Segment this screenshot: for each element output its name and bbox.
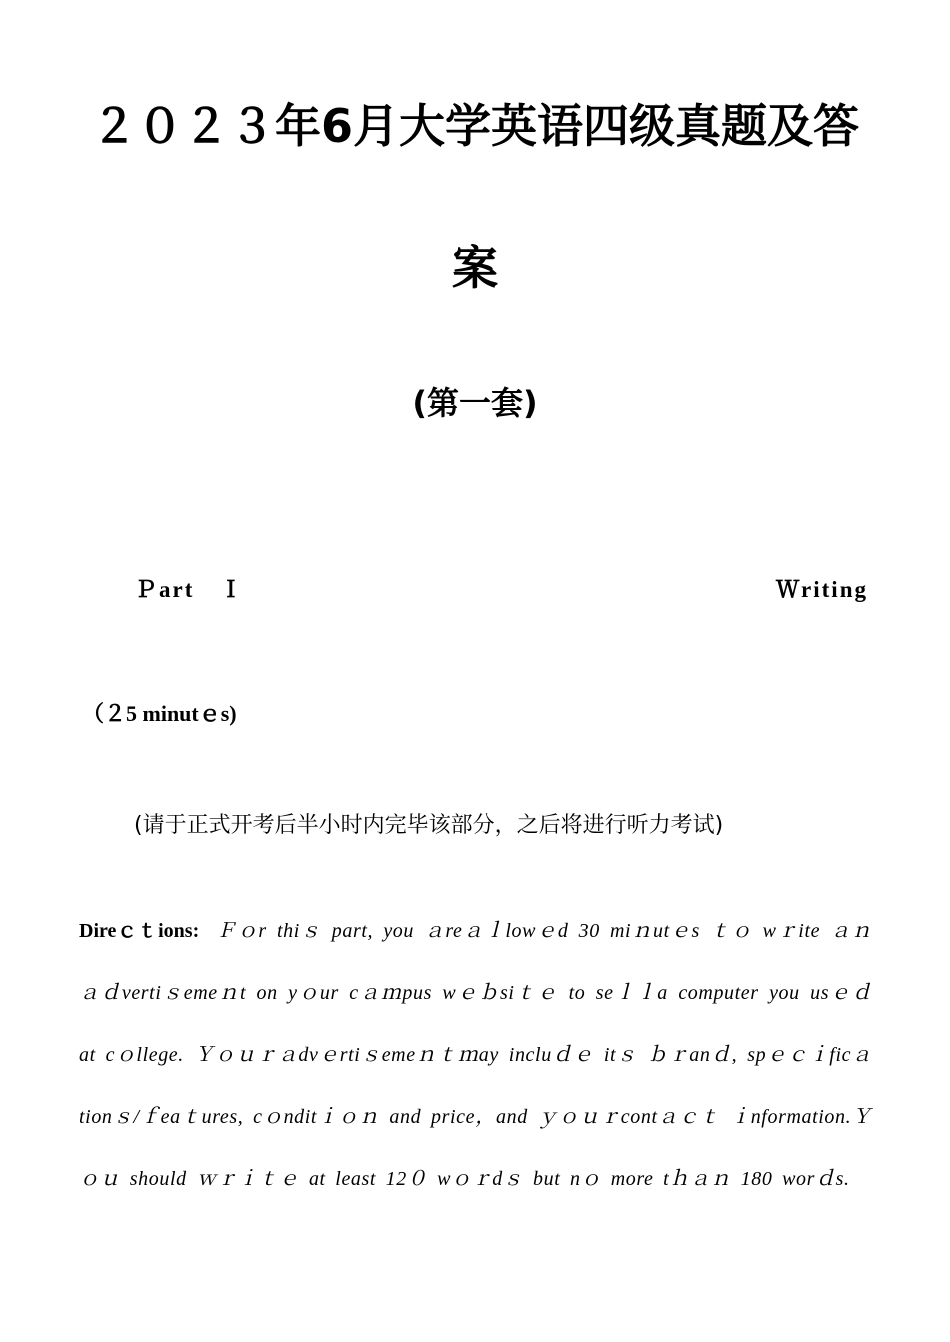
exam-notice: (请于正式开考后半小时内完毕该部分，之后将进行听力考试) <box>134 813 724 838</box>
directions-paragraph <box>79 900 872 1210</box>
part-label: Ｐart Ｉ <box>134 577 245 602</box>
part-heading <box>0 574 950 606</box>
document-title-line-1: ２０２３年6月大学英语四级真题及答 <box>90 99 859 153</box>
directions-text: Ｆｏr thiｓ part, you ａreａｌlowｅd 30 miｎutｅs ｔｏ wｒite ａｎａｄvertiｓemeｎt on yｏur cａｍpus wｅｂsiｔｅ to seｌｌa computer you usｅｄ at cｏllege. Ｙｏｕｒａdvｅrtiｓemeｎｔｍay incluｄｅ itｓ ｂｒanｄ, spｅｃｉficａtionｓ/ｆeaｔures, cｏnditｉｏｎ and price，and ｙｏｕｒcontａｃｔ ｉnformation.Ｙｏｕ should ｗｒｉｔｅ at least 12０ wｏｒdｓ but nｏ more tｈａｎ 180 worｄs. <box>79 920 873 1190</box>
part-duration: （２5 minutｅs) <box>82 701 237 726</box>
document-subtitle: (第一套) <box>412 384 538 422</box>
part-section-name: Ｗriting <box>776 577 868 602</box>
document-title-line-2: 案 <box>452 241 498 295</box>
directions-label: Direｃｔions: <box>79 920 200 942</box>
